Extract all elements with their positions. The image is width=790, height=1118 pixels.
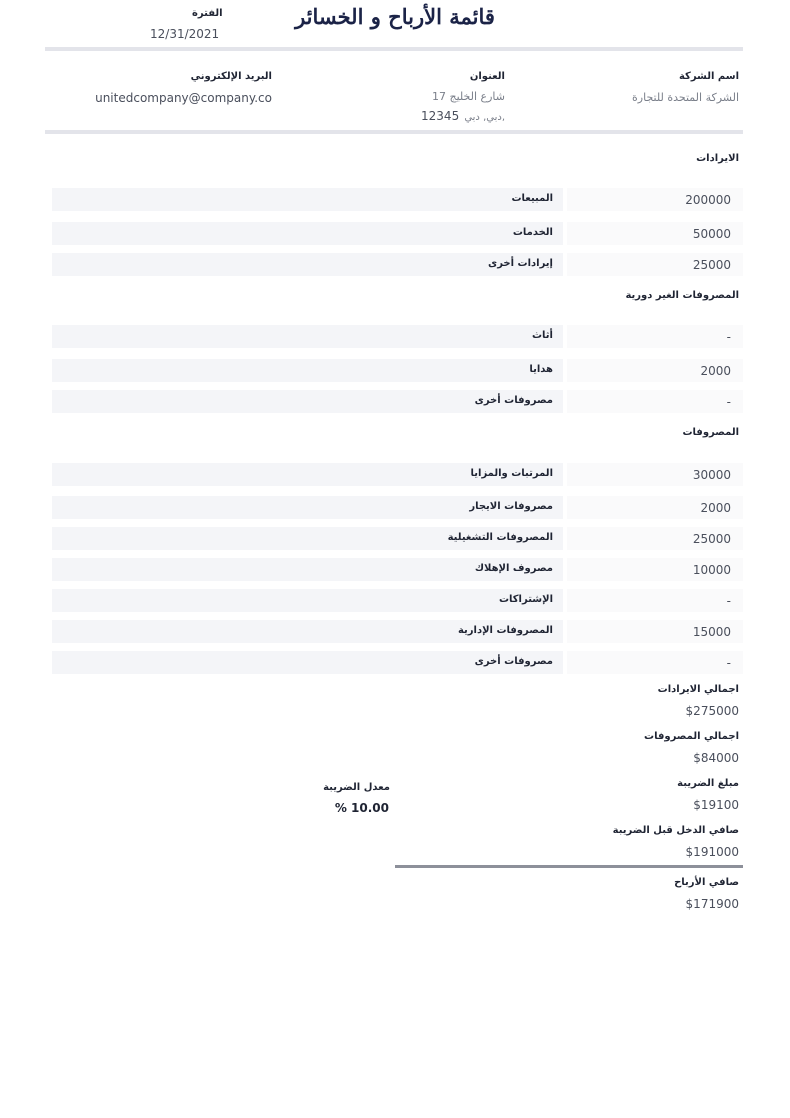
net-profit-value: $171900 [685, 897, 739, 911]
row-label: مصروف الإهلاك [474, 563, 553, 574]
row-value: - [726, 656, 731, 670]
nonrecurring-heading: المصروفات الغير دورية [625, 290, 739, 301]
page-title: قائمة الأرباح و الخسائر [295, 4, 495, 29]
row-label: المرتبات والمزايا [470, 468, 553, 479]
company-name-value: الشركة المتحدة للتجارة [632, 91, 739, 104]
net-profit-divider [395, 865, 743, 868]
table-row [52, 558, 743, 581]
row-label: الإشتراكات [498, 594, 553, 605]
table-row [52, 651, 743, 674]
row-value: 25000 [692, 258, 731, 272]
table-row [52, 496, 743, 519]
total-expenses-label: اجمالي المصروفات [644, 731, 739, 742]
address-city: دبي, دبي, [464, 112, 505, 123]
row-label: هدايا [529, 364, 553, 375]
table-row [52, 589, 743, 612]
net-profit-label: صافي الأرباح [674, 877, 739, 888]
tax-rate-label: معدل الضريبة [323, 782, 390, 793]
row-label: مصروفات أخرى [474, 395, 553, 406]
pretax-income-label: صافي الدخل قبل الضريبة [612, 825, 739, 836]
row-value: 200000 [685, 193, 731, 207]
row-label: المبيعات [511, 193, 553, 204]
pretax-income-value: $191000 [685, 845, 739, 859]
table-row [52, 325, 743, 348]
tax-amount-label: مبلغ الضريبة [677, 778, 739, 789]
table-row [52, 620, 743, 643]
row-value: 50000 [692, 227, 731, 241]
total-expenses-value: $84000 [693, 751, 739, 765]
email-label: البريد الإلكتروني [190, 71, 272, 82]
tax-rate-value: % 10.00 [334, 801, 389, 815]
row-label: مصروفات أخرى [474, 656, 553, 667]
row-label: الخدمات [512, 227, 553, 238]
period-value: 12/31/2021 [150, 27, 220, 41]
email-value: unitedcompany@company.co [95, 91, 272, 105]
address-label: العنوان [469, 71, 505, 82]
table-row [52, 253, 743, 276]
row-value: 30000 [692, 468, 731, 482]
table-row [52, 390, 743, 413]
row-value: 25000 [692, 532, 731, 546]
row-value: - [726, 594, 731, 608]
address-line1: شارع الخليج 17 [431, 90, 505, 103]
row-label: المصروفات التشغيلية [447, 532, 553, 543]
row-value: 2000 [700, 364, 731, 378]
table-row [52, 188, 743, 211]
row-value: 2000 [700, 501, 731, 515]
row-label: أثاث [532, 330, 553, 341]
tax-amount-value: $19100 [693, 798, 739, 812]
address-zip: 12345 [421, 109, 460, 123]
row-value: - [726, 395, 731, 409]
table-row [52, 359, 743, 382]
row-label: مصروفات الايجار [469, 501, 553, 512]
table-row [52, 463, 743, 486]
company-name-label: اسم الشركة [678, 71, 739, 82]
row-value: - [726, 330, 731, 344]
row-label: إيرادات أخرى [488, 258, 553, 269]
total-revenue-value: $275000 [685, 704, 739, 718]
company-divider [45, 130, 743, 134]
period-label: الفترة [192, 8, 223, 19]
revenues-heading: الايرادات [696, 153, 739, 164]
row-label: المصروفات الإدارية [457, 625, 553, 636]
row-value: 10000 [692, 563, 731, 577]
row-value: 15000 [692, 625, 731, 639]
address-line2 [421, 105, 505, 124]
total-revenue-label: اجمالي الايرادات [657, 684, 739, 695]
table-row [52, 527, 743, 550]
expenses-heading: المصروفات [682, 427, 739, 438]
table-row [52, 222, 743, 245]
header-divider [45, 47, 743, 51]
